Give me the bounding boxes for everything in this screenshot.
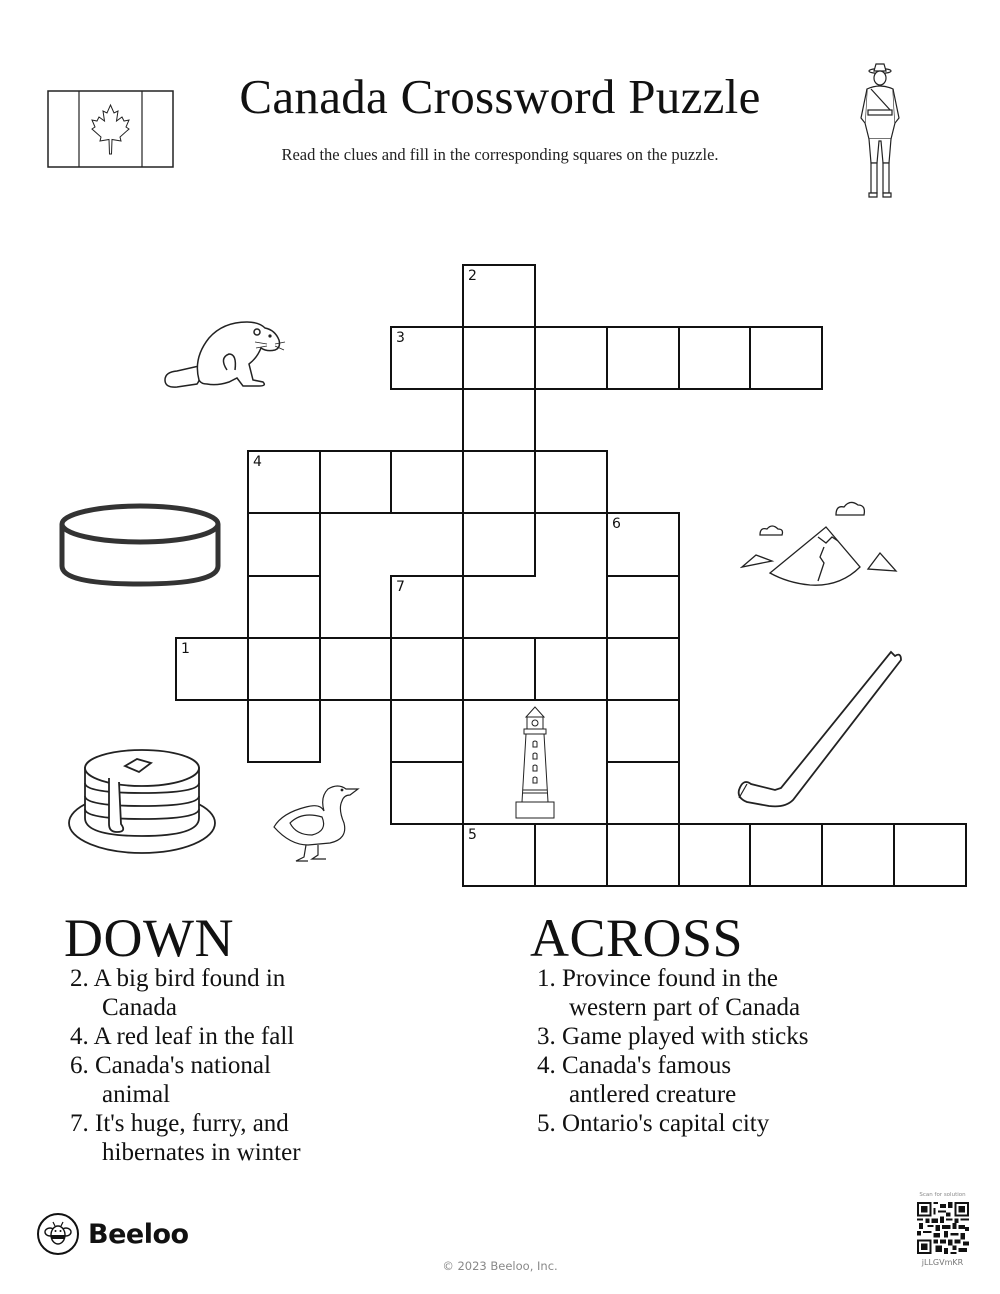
down-clue-2	[70, 964, 400, 1022]
crossword-cell[interactable]	[462, 450, 536, 514]
crossword-cell-4[interactable]	[247, 450, 321, 514]
down-clue-4	[70, 1022, 400, 1051]
crossword-cell-7[interactable]	[390, 575, 464, 639]
crossword-cell[interactable]	[606, 575, 680, 639]
cell-number: 3	[396, 330, 405, 346]
clue-text: A red leaf in the fall	[93, 1023, 295, 1050]
qr-code-text: jLLGVmKR	[921, 1258, 964, 1267]
clue-number: 1.	[537, 965, 556, 992]
across-clue-1	[537, 964, 897, 1022]
page-subtitle: Read the clues and fill in the corresponding squares on the puzzle.	[281, 145, 719, 164]
cell-number: 4	[253, 454, 262, 470]
clue-number: 4.	[537, 1052, 556, 1079]
across-clue-3	[537, 1022, 897, 1051]
crossword-cell[interactable]	[534, 823, 608, 887]
down-clue-7	[70, 1109, 400, 1167]
copyright-text: © 2023 Beeloo, Inc.	[442, 1259, 558, 1273]
crossword-cell[interactable]	[606, 823, 680, 887]
crossword-cell[interactable]	[462, 637, 536, 701]
clue-text-cont: Canada	[102, 994, 177, 1021]
crossword-cell-5[interactable]	[462, 823, 536, 887]
down-heading: DOWN	[64, 908, 234, 968]
crossword-cell[interactable]	[247, 699, 321, 763]
crossword-cell[interactable]	[606, 637, 680, 701]
clue-text: Province found in the	[562, 965, 778, 992]
crossword-cell[interactable]	[893, 823, 967, 887]
across-heading: ACROSS	[530, 908, 744, 968]
lighthouse-icon	[514, 706, 556, 820]
crossword-cell[interactable]	[462, 512, 536, 577]
crossword-cell-2[interactable]	[462, 264, 536, 328]
cell-number: 1	[181, 641, 190, 657]
across-clue-5	[537, 1109, 897, 1138]
crossword-cell[interactable]	[821, 823, 895, 887]
crossword-cell[interactable]	[319, 637, 392, 701]
clue-number: 5.	[537, 1110, 556, 1137]
crossword-cell[interactable]	[247, 512, 321, 577]
clue-text-cont: antlered creature	[569, 1081, 737, 1108]
cell-number: 7	[396, 579, 405, 595]
brand-logo-group	[37, 1213, 189, 1255]
clue-text: Ontario's capital city	[562, 1110, 770, 1137]
clue-text-cont: western part of Canada	[569, 994, 801, 1021]
crossword-cell-1[interactable]	[175, 637, 249, 701]
bee-logo-icon	[37, 1213, 79, 1255]
crossword-cell[interactable]	[606, 699, 680, 763]
cell-number: 2	[468, 268, 477, 284]
crossword-cell[interactable]	[749, 823, 823, 887]
down-clue-list	[70, 964, 400, 1167]
page-title: Canada Crossword Puzzle	[239, 69, 761, 124]
crossword-cell[interactable]	[390, 699, 464, 763]
crossword-cell[interactable]	[749, 326, 823, 390]
cell-number: 5	[468, 827, 477, 843]
clue-text: Canada's famous	[562, 1052, 732, 1079]
crossword-cell[interactable]	[534, 637, 608, 701]
clue-text-cont: animal	[102, 1081, 171, 1108]
crossword-cell-6[interactable]	[606, 512, 680, 577]
crossword-cell[interactable]	[390, 450, 464, 514]
crossword-cell[interactable]	[247, 575, 321, 639]
clue-number: 4.	[70, 1023, 89, 1050]
crossword-cell[interactable]	[390, 637, 464, 701]
crossword-cell[interactable]	[606, 761, 680, 825]
crossword-cell[interactable]	[606, 326, 680, 390]
clue-number: 6.	[70, 1052, 89, 1079]
across-clue-list	[537, 964, 897, 1138]
crossword-cell-3[interactable]	[390, 326, 464, 390]
clue-number: 7.	[70, 1110, 89, 1137]
clue-text: Game played with sticks	[562, 1023, 809, 1050]
clue-text-cont: hibernates in winter	[102, 1139, 301, 1166]
clue-text: A big bird found in	[93, 965, 286, 992]
across-clue-4	[537, 1051, 897, 1109]
cell-number: 6	[612, 516, 621, 532]
qr-label: Scan for solution	[919, 1192, 966, 1198]
down-clue-6	[70, 1051, 400, 1109]
clue-text: Canada's national	[95, 1052, 271, 1079]
crossword-cell[interactable]	[319, 450, 392, 514]
crossword-cell[interactable]	[534, 326, 608, 390]
crossword-cell[interactable]	[390, 761, 464, 825]
qr-code-icon[interactable]	[917, 1202, 969, 1254]
crossword-cell[interactable]	[247, 637, 321, 701]
crossword-cell[interactable]	[462, 326, 536, 390]
clue-number: 3.	[537, 1023, 556, 1050]
crossword-cell[interactable]	[678, 326, 751, 390]
crossword-cell[interactable]	[678, 823, 751, 887]
crossword-cell[interactable]	[534, 450, 608, 514]
clue-number: 2.	[70, 965, 89, 992]
brand-name: Beeloo	[88, 1218, 189, 1250]
clue-text: It's huge, furry, and	[95, 1110, 289, 1137]
crossword-cell[interactable]	[462, 388, 536, 452]
